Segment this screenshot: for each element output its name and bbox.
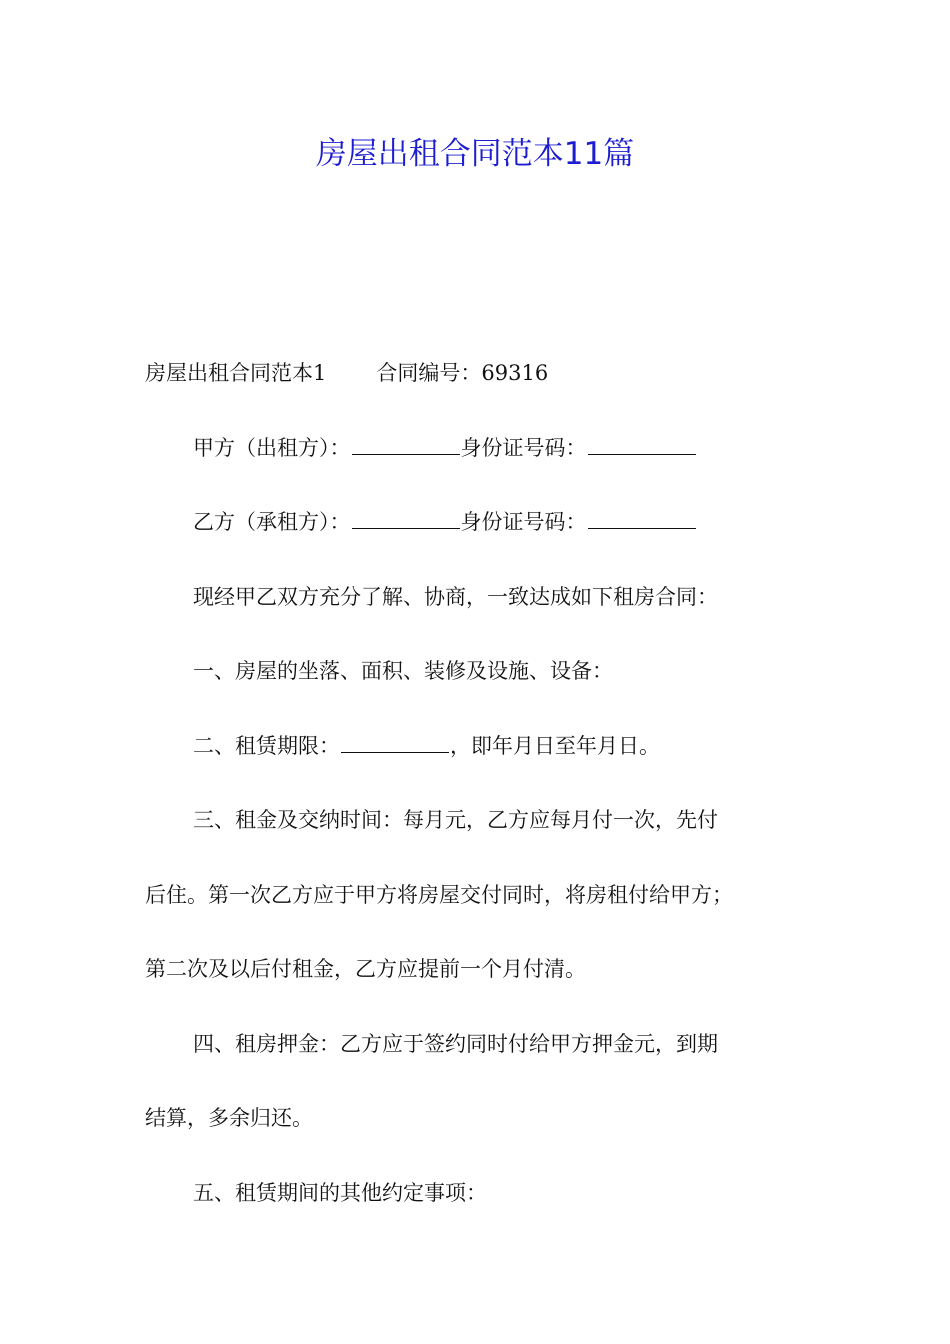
party-a-id-blank[interactable]: [588, 436, 696, 455]
clause-3-line-2: 后住。第一次乙方应于甲方将房屋交付同时，将房租付给甲方；: [145, 882, 733, 907]
clause-5: 五、租赁期间的其他约定事项：: [193, 1180, 487, 1205]
clause-3-line-3: 第二次及以后付租金，乙方应提前一个月付清。: [145, 957, 586, 981]
party-b-id-blank[interactable]: [588, 510, 696, 529]
clause-2-prefix: 二、租赁期限：: [193, 733, 340, 758]
document-title: 房屋出租合同范本11篇: [315, 136, 635, 172]
clause-3-line-1: 三、租金及交纳时间：每月元，乙方应每月付一次，先付: [193, 808, 718, 832]
clause-2-suffix: ，即年月日至年月日。: [450, 733, 660, 758]
party-a-label: 甲方（出租方）：: [193, 435, 351, 460]
clause-4-line-1: 四、租房押金：乙方应于签约同时付给甲方押金元，到期: [193, 1031, 718, 1056]
party-b-name-blank[interactable]: [352, 510, 460, 529]
clause-2: [145, 709, 825, 784]
clause-1: 一、房屋的坐落、面积、装修及设施、设备：: [193, 659, 613, 683]
document-body: [145, 336, 825, 1230]
party-a-line: [145, 411, 825, 486]
party-b-line: [145, 485, 825, 560]
lease-term-blank[interactable]: [341, 734, 449, 753]
section-heading: 房屋出租合同范本1: [145, 361, 327, 385]
contract-number: 合同编号：69316: [376, 361, 549, 385]
section-header-line: [145, 336, 825, 411]
party-a-name-blank[interactable]: [352, 436, 460, 455]
intro-paragraph: 现经甲乙双方充分了解、协商，一致达成如下租房合同：: [193, 584, 718, 609]
party-b-id-label: 身份证号码：: [460, 510, 587, 534]
party-b-label: 乙方（承租方）：: [193, 510, 351, 534]
clause-4-line-2: 结算，多余归还。: [145, 1106, 313, 1130]
party-a-id-label: 身份证号码：: [460, 435, 587, 460]
